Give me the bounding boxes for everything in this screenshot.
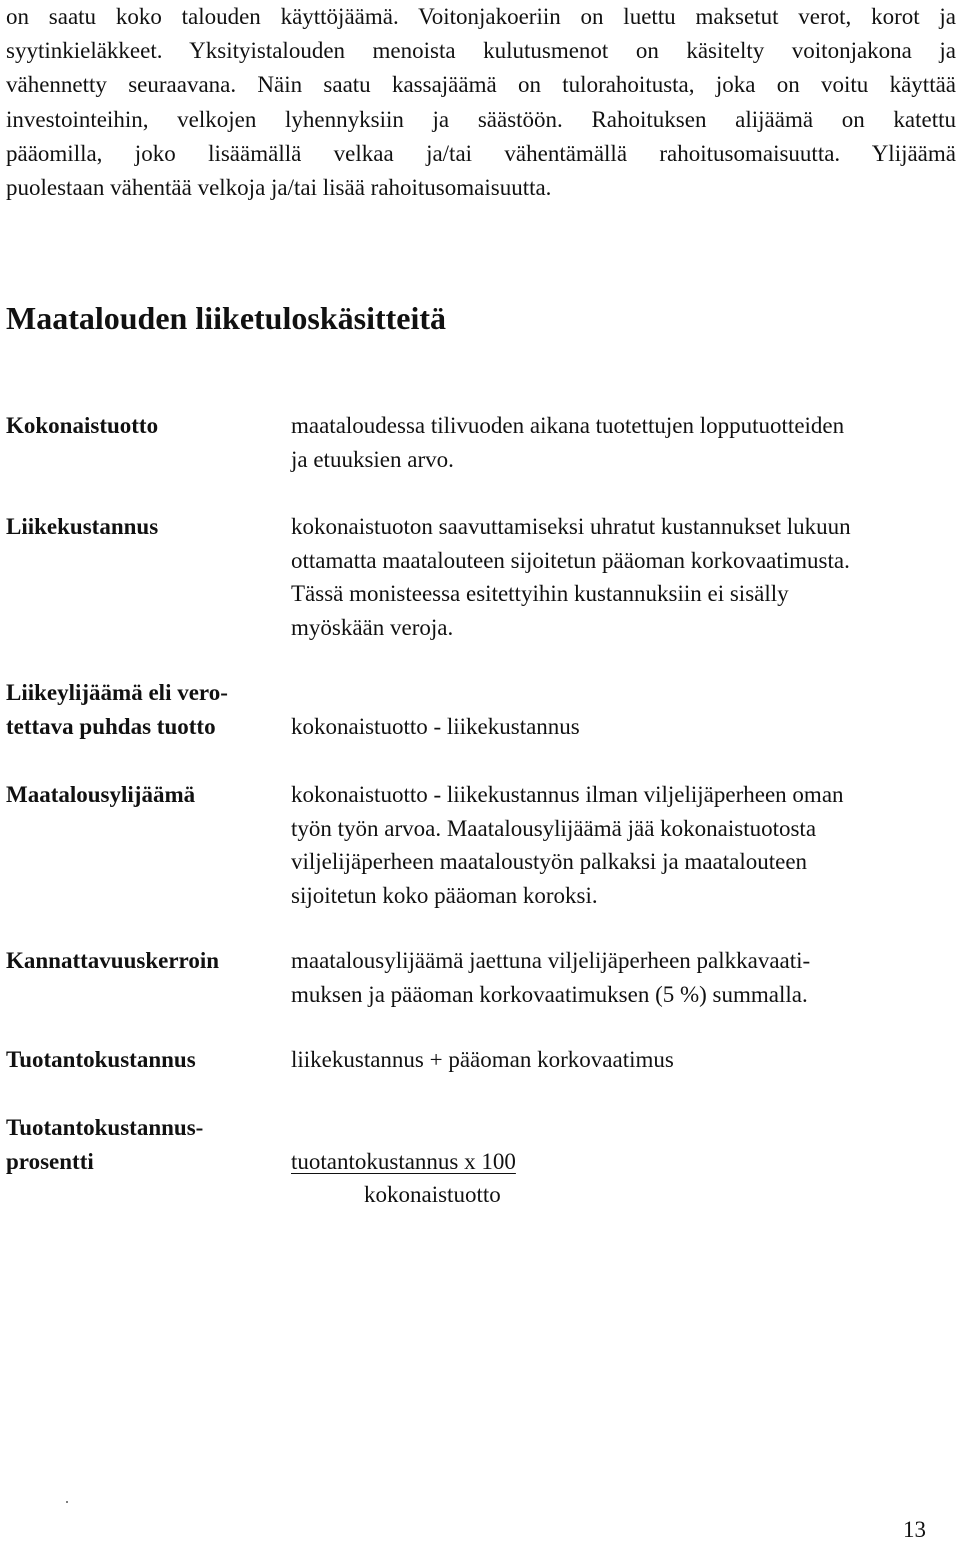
page-number: 13: [903, 1517, 926, 1542]
term-liikekustannus: [6, 510, 158, 544]
definition-liikeylijaama: [291, 710, 959, 744]
definition-line: liikekustannus + pääoman korkovaatimus: [291, 1047, 674, 1072]
intro-line: syytinkieläkkeet. Yksityistalouden menoista kulutusmenot on käsitelty voitonjakona ja: [6, 38, 956, 64]
term-label: prosentti: [6, 1148, 94, 1174]
definition-line: muksen ja pääoman korkovaatimuksen (5 %) summalla.: [291, 981, 808, 1007]
term-label: Tuotantokustannus: [6, 1047, 196, 1072]
term-label: Liikekustannus: [6, 514, 159, 539]
definition-line: viljelijäperheen maataloustyön palkaksi ja maatalouteen: [291, 849, 808, 874]
term-liikeylijaama: [6, 676, 228, 743]
term-kannattavuuskerroin: [6, 944, 219, 978]
definition-line: sijoitetun koko pääoman koroksi.: [291, 882, 598, 908]
term-label: Liikeylijäämä eli vero-: [6, 680, 228, 705]
term-maatalousylijaama: [6, 778, 195, 812]
definition-maatalousylijaama: [291, 778, 959, 912]
intro-paragraph: [6, 0, 956, 205]
definition-liikekustannus: [291, 510, 959, 644]
intro-line: investointeihin, velkojen lyhennyksiin ja säästöön. Rahoituksen alijäämä on katettu: [6, 106, 956, 132]
section-title: Maatalouden liiketuloskäsitteitä: [6, 300, 447, 336]
term-kokonaistuotto: [6, 409, 158, 443]
definition-tuotantokustannus: [291, 1043, 959, 1077]
definition-kokonaistuotto: [291, 409, 959, 476]
term-tuotantokustannusprosentti: [6, 1111, 203, 1178]
term-label: Maatalousylijäämä: [6, 782, 196, 807]
scan-speck: [66, 1501, 68, 1503]
formula-numerator: tuotantokustannus x 100: [291, 1149, 516, 1174]
intro-line: pääomilla, joko lisäämällä velkaa ja/tai vähentämällä rahoitusomaisuutta. Ylijäämä: [6, 140, 956, 166]
formula-denominator: kokonaistuotto: [364, 1182, 501, 1207]
intro-line: puolestaan vähentää velkoja ja/tai lisää rahoitusomaisuutta.: [6, 175, 552, 201]
term-label: tettava puhdas tuotto: [6, 713, 216, 739]
definition-line: kokonaistuotto - liikekustannus: [291, 714, 580, 739]
intro-line: vähennetty seuraavana. Näin saatu kassajäämä on tulorahoitusta, joka on voitu käyttää: [6, 72, 956, 98]
definition-line: työn työn arvoa. Maatalousylijäämä jää kokonaistuotosta: [291, 815, 817, 841]
definition-line: maatalousylijäämä jaettuna viljelijäperheen palkkavaati-: [291, 948, 811, 973]
definition-line: myöskään veroja.: [291, 614, 454, 640]
term-label: Kannattavuuskerroin: [6, 948, 220, 973]
definition-line: maataloudessa tilivuoden aikana tuotettujen lopputuotteiden: [291, 413, 845, 438]
definition-line: kokonaistuotto - liikekustannus ilman viljelijäperheen oman: [291, 782, 844, 807]
definition-line: Tässä monisteessa esitettyihin kustannuksiin ei sisälly: [291, 581, 789, 606]
definition-kannattavuuskerroin: [291, 944, 959, 1011]
definition-line: ja etuuksien arvo.: [291, 446, 454, 472]
definition-line: kokonaistuoton saavuttamiseksi uhratut kustannukset lukuun: [291, 514, 851, 539]
term-label: Kokonaistuotto: [6, 413, 159, 438]
term-label: Tuotantokustannus-: [6, 1115, 204, 1140]
definition-line: ottamatta maatalouteen sijoitetun pääoman korkovaatimusta.: [291, 547, 850, 573]
intro-line: on saatu koko talouden käyttöjäämä. Voitonjakoeriin on luettu maksetut verot, korot ja: [6, 4, 956, 29]
term-tuotantokustannus: [6, 1043, 196, 1077]
